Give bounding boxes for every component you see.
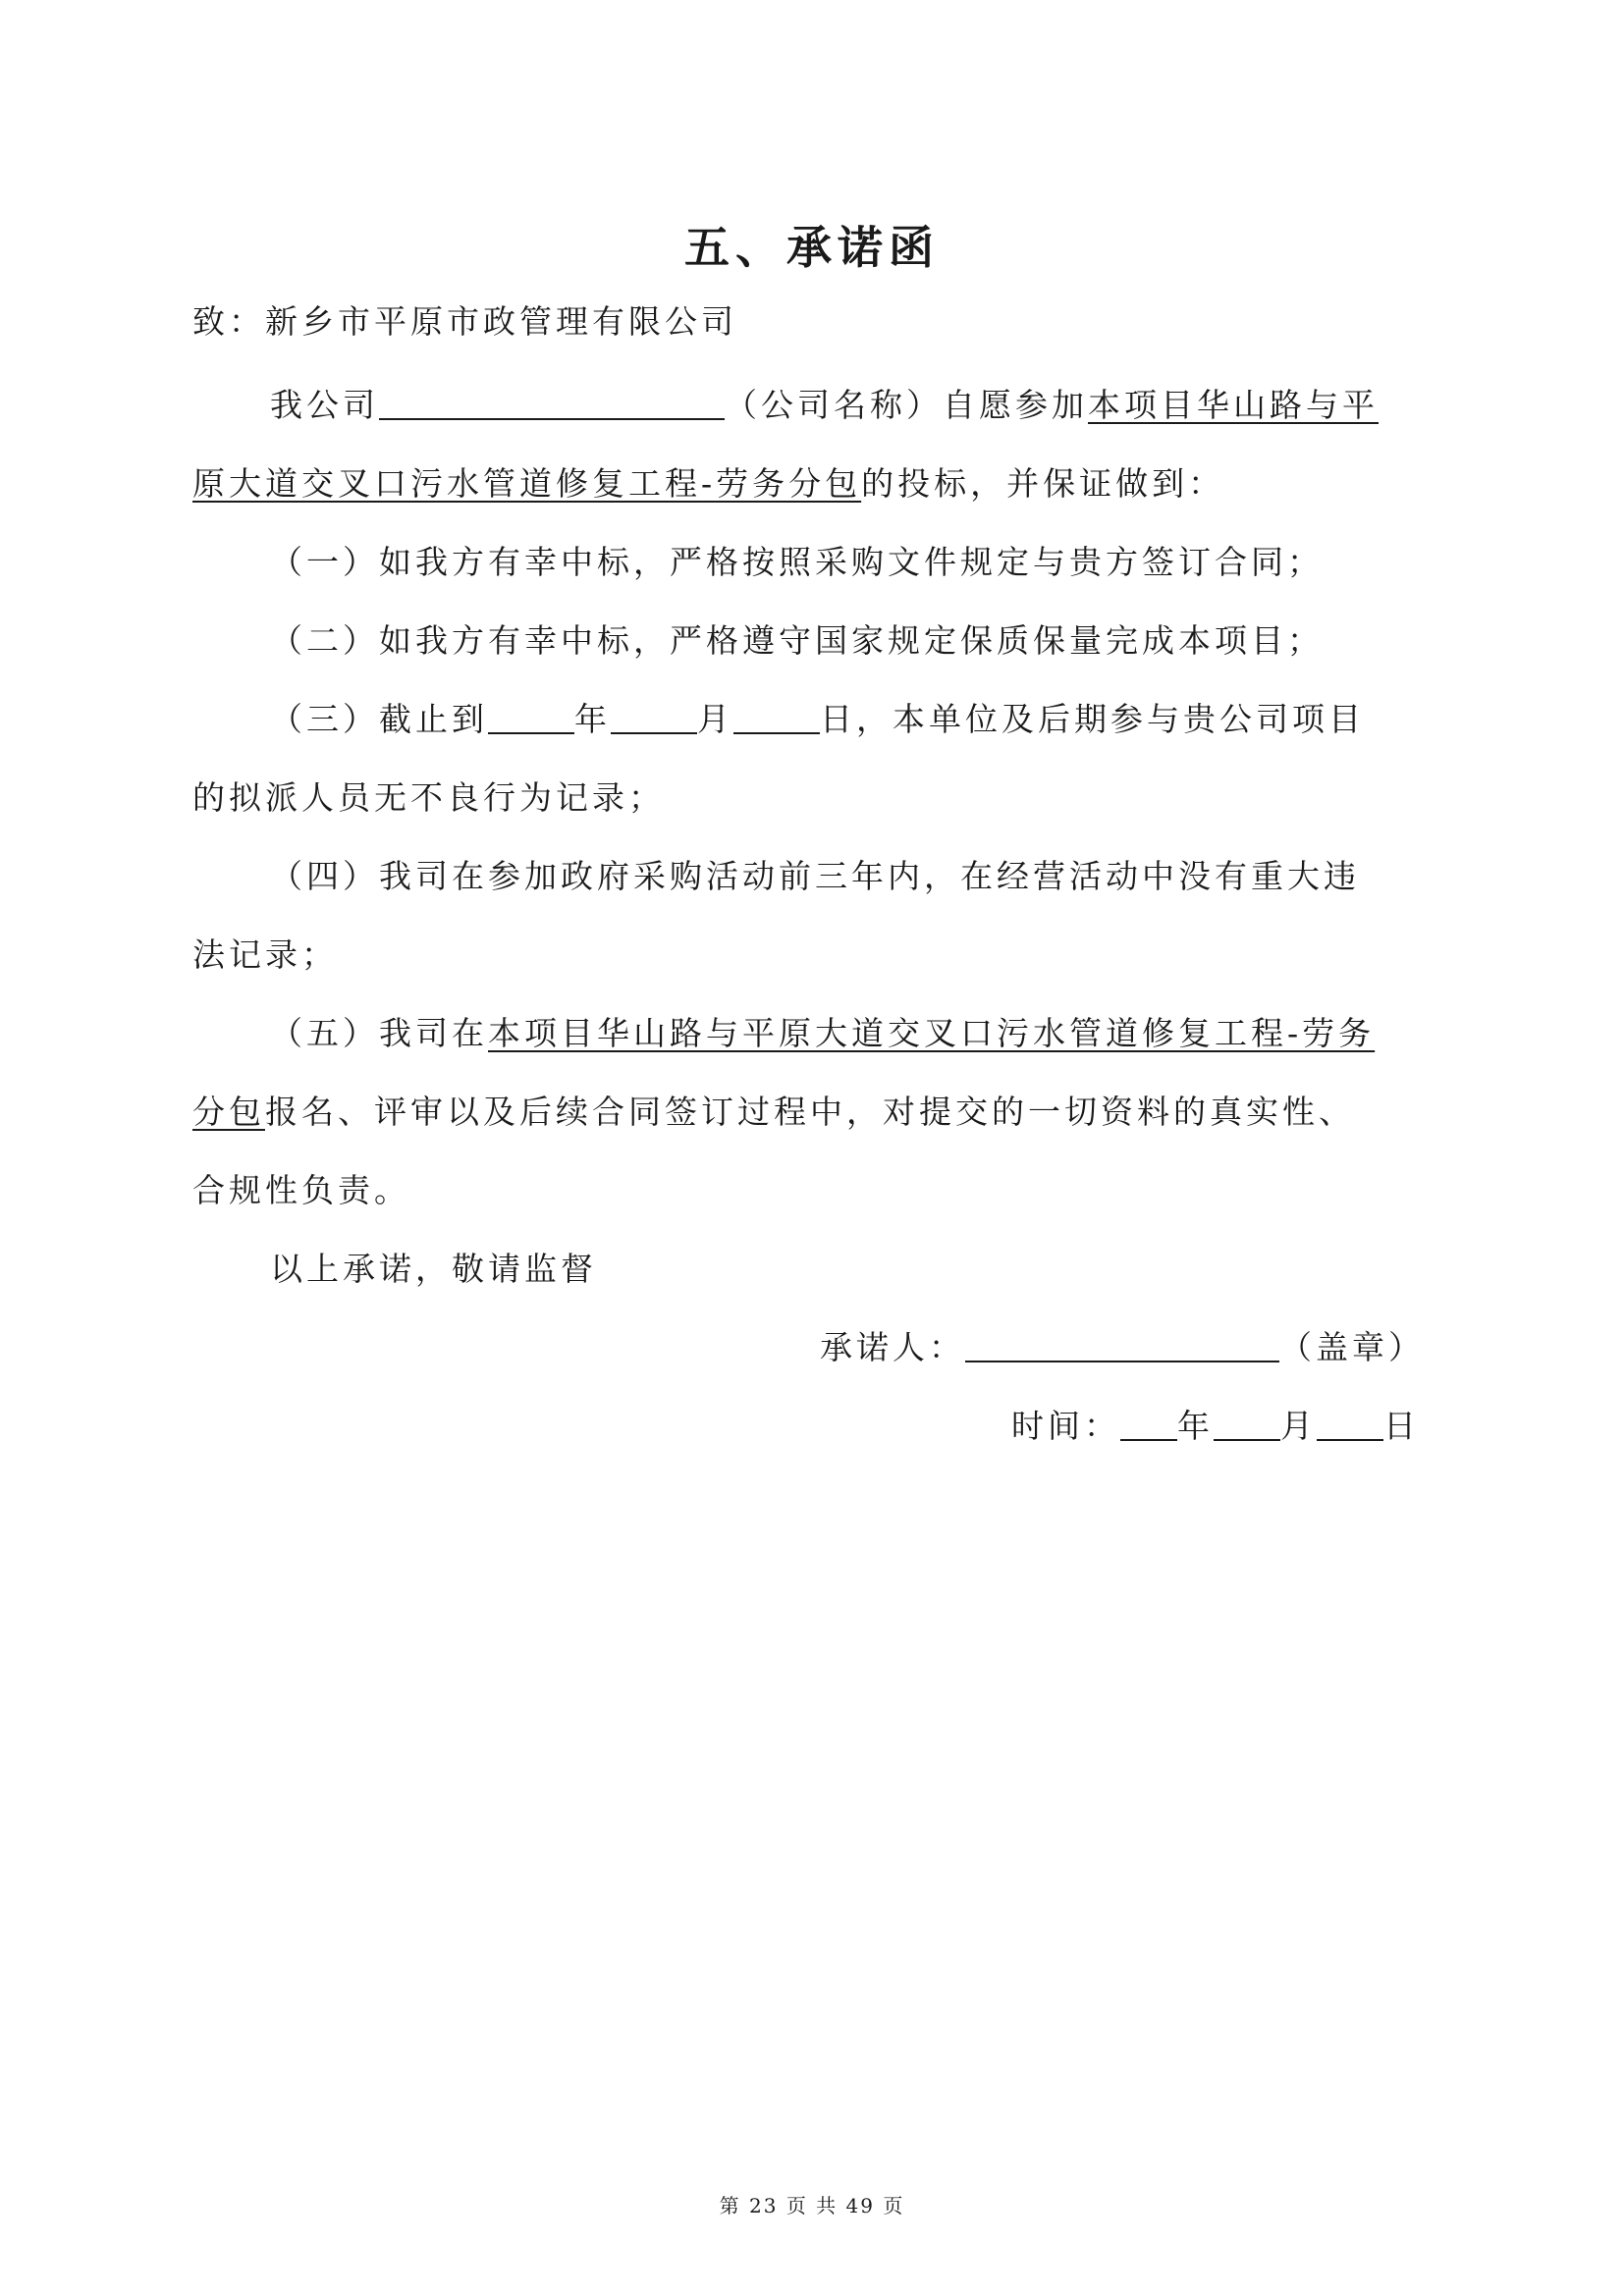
item-5-line-2-tail: 报名、评审以及后续合同签订过程中，对提交的一切资料的真实性、 [265, 1093, 1355, 1131]
date-year-blank [1120, 1408, 1177, 1441]
year-blank [488, 701, 574, 734]
intro-line-1 [270, 383, 1379, 428]
recipient-line: 致：新乡市平原市政管理有限公司 [192, 302, 737, 341]
item-3-year: 年 [574, 700, 611, 738]
intro-tail: 的投标，并保证做到： [861, 464, 1225, 503]
item-3-line-1 [270, 697, 1365, 742]
day-blank [733, 701, 820, 734]
item-2: （二）如我方有幸中标，严格遵守国家规定保质保量完成本项目； [270, 621, 1324, 660]
date-month-blank [1214, 1408, 1280, 1441]
signature-seal: （盖章） [1279, 1328, 1425, 1366]
item-5-line-3: 合规性负责。 [192, 1171, 410, 1209]
item-4-line-2: 法记录； [192, 935, 338, 974]
item-3-month: 月 [697, 700, 733, 738]
page-title: 五、承诺函 [684, 221, 940, 274]
page-footer: 第 23 页 共 49 页 [719, 2194, 905, 2217]
date-label: 时间： [1011, 1407, 1120, 1445]
signature-line [820, 1325, 1425, 1370]
item-3-lead: （三）截止到 [270, 700, 488, 738]
item-1: （一）如我方有幸中标，严格按照采购文件规定与贵方签订合同； [270, 543, 1324, 581]
item-3-day-tail: 日，本单位及后期参与贵公司项目 [820, 700, 1365, 738]
date-day-blank [1317, 1408, 1383, 1441]
signature-blank [965, 1329, 1279, 1362]
date-line [1011, 1404, 1420, 1449]
item-3-line-2: 的拟派人员无不良行为记录； [192, 778, 665, 817]
item-5-project-part2: 分包 [192, 1093, 265, 1131]
month-blank [611, 701, 697, 734]
date-day: 日 [1383, 1407, 1420, 1445]
date-year: 年 [1177, 1407, 1214, 1445]
intro-name-hint: （公司名称）自愿参加 [725, 386, 1088, 424]
intro-project-part2: 原大道交叉口污水管道修复工程-劳务分包 [192, 464, 862, 503]
item-5-project-part1: 本项目华山路与平原大道交叉口污水管道修复工程-劳务 [488, 1014, 1376, 1052]
signature-label: 承诺人： [820, 1328, 965, 1366]
intro-line-2 [192, 461, 1224, 507]
company-name-blank [379, 387, 725, 420]
item-4-line-1: （四）我司在参加政府采购活动前三年内，在经营活动中没有重大违 [270, 857, 1360, 895]
intro-project-part1: 本项目华山路与平 [1088, 386, 1379, 424]
intro-lead: 我公司 [270, 386, 379, 424]
item-5-lead: （五）我司在 [270, 1014, 488, 1052]
date-month: 月 [1280, 1407, 1317, 1445]
closing-line: 以上承诺，敬请监督 [270, 1250, 597, 1288]
item-5-line-1 [270, 1011, 1375, 1056]
item-5-line-2 [192, 1090, 1355, 1135]
